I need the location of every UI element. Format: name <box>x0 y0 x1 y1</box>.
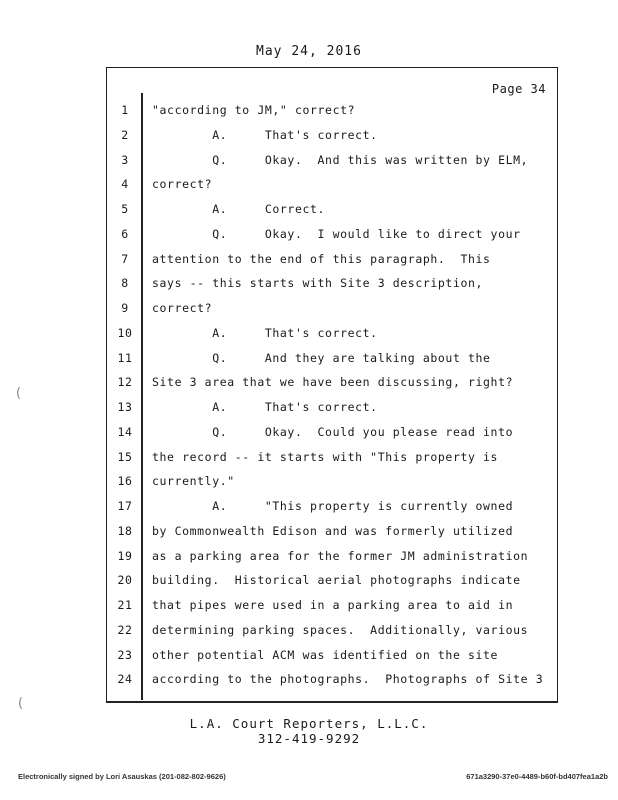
transcript-line <box>106 521 558 541</box>
line-number: 23 <box>117 647 133 662</box>
line-text: A. That's correct. <box>152 400 378 414</box>
line-text: A. "This property is currently owned <box>152 499 514 513</box>
line-text: the record -- it starts with "This property is <box>152 449 499 464</box>
line-number: 1 <box>121 103 129 117</box>
line-text: Q. And they are talking about the <box>152 350 491 365</box>
line-text: Q. Okay. I would like to direct your <box>152 226 521 241</box>
line-text: Q. Okay. Could you please read into <box>152 424 514 439</box>
court-reporter-phone: 312-419-9292 <box>257 731 361 746</box>
line-number: 22 <box>117 622 133 637</box>
line-text: A. That's correct. <box>152 127 378 142</box>
transcript-line <box>106 100 558 120</box>
line-text: "according to JM," correct? <box>152 103 356 117</box>
document-id: 671a3290-37e0-4489-b60f-bd407fea1a2b <box>466 772 608 781</box>
line-number: 12 <box>117 375 133 390</box>
line-number: 19 <box>117 548 133 563</box>
line-number: 17 <box>117 499 133 513</box>
line-number: 4 <box>121 177 129 192</box>
line-text: currently." <box>152 474 235 489</box>
transcript-line <box>106 645 558 665</box>
court-reporter-name: L.A. Court Reporters, L.L.C. <box>189 716 429 731</box>
line-text: determining parking spaces. Additionally, various <box>152 622 529 637</box>
transcript-line <box>106 546 558 566</box>
line-number: 16 <box>117 474 133 489</box>
line-number: 10 <box>117 325 133 340</box>
transcript-line <box>106 298 558 318</box>
transcript-line <box>106 249 558 269</box>
line-text: correct? <box>152 177 213 192</box>
line-text: A. Correct. <box>152 202 326 216</box>
transcript-line <box>106 595 558 615</box>
line-number: 15 <box>117 449 133 464</box>
line-text: according to the photographs. Photographs of Site 3 <box>152 672 544 687</box>
line-number: 18 <box>117 523 133 538</box>
line-number: 5 <box>121 202 129 216</box>
line-number: 6 <box>121 226 129 241</box>
page-number: Page 34 <box>491 82 546 96</box>
line-number: 14 <box>117 424 133 439</box>
line-number: 9 <box>121 301 129 315</box>
line-number: 2 <box>121 127 129 142</box>
transcript-line <box>106 273 558 293</box>
line-text: Site 3 area that we have been discussing, right? <box>152 375 514 390</box>
transcript-line <box>106 174 558 194</box>
line-text: A. That's correct. <box>152 325 378 340</box>
line-text: building. Historical aerial photographs indicate <box>152 573 521 588</box>
deposition-date: May 24, 2016 <box>256 44 362 59</box>
transcript-line <box>106 125 558 145</box>
transcript-line <box>106 620 558 640</box>
transcript-line <box>106 570 558 590</box>
line-text: says -- this starts with Site 3 description, <box>152 276 484 291</box>
transcript-line <box>106 348 558 368</box>
line-text: correct? <box>152 301 213 315</box>
line-number: 11 <box>117 350 133 365</box>
transcript-line <box>106 372 558 392</box>
transcript-line <box>106 150 558 170</box>
line-number: 24 <box>117 672 133 687</box>
transcript-line <box>106 224 558 244</box>
transcript-line <box>106 447 558 467</box>
line-text: by Commonwealth Edison and was formerly utilized <box>152 523 514 538</box>
line-number: 8 <box>121 276 129 291</box>
line-text: Q. Okay. And this was written by ELM, <box>152 152 529 167</box>
transcript-line <box>106 496 558 516</box>
line-number: 3 <box>121 152 129 167</box>
electronic-signature: Electronically signed by Lori Asauskas (201-082-802-9626) <box>18 772 226 781</box>
line-number: 13 <box>117 400 133 414</box>
line-text: attention to the end of this paragraph. This <box>152 251 491 266</box>
line-number: 20 <box>117 573 133 588</box>
scan-mark-left: ( <box>16 386 22 401</box>
transcript-line <box>106 323 558 343</box>
transcript-line <box>106 199 558 219</box>
transcript-line <box>106 471 558 491</box>
scan-mark-bottom: ( <box>18 696 24 711</box>
transcript-line <box>106 669 558 689</box>
transcript-line <box>106 397 558 417</box>
transcript-line <box>106 422 558 442</box>
line-number: 7 <box>121 251 129 266</box>
line-number: 21 <box>117 598 133 612</box>
line-text: that pipes were used in a parking area to aid in <box>152 598 514 612</box>
line-text: other potential ACM was identified on the site <box>152 647 499 662</box>
line-text: as a parking area for the former JM administration <box>152 548 529 563</box>
